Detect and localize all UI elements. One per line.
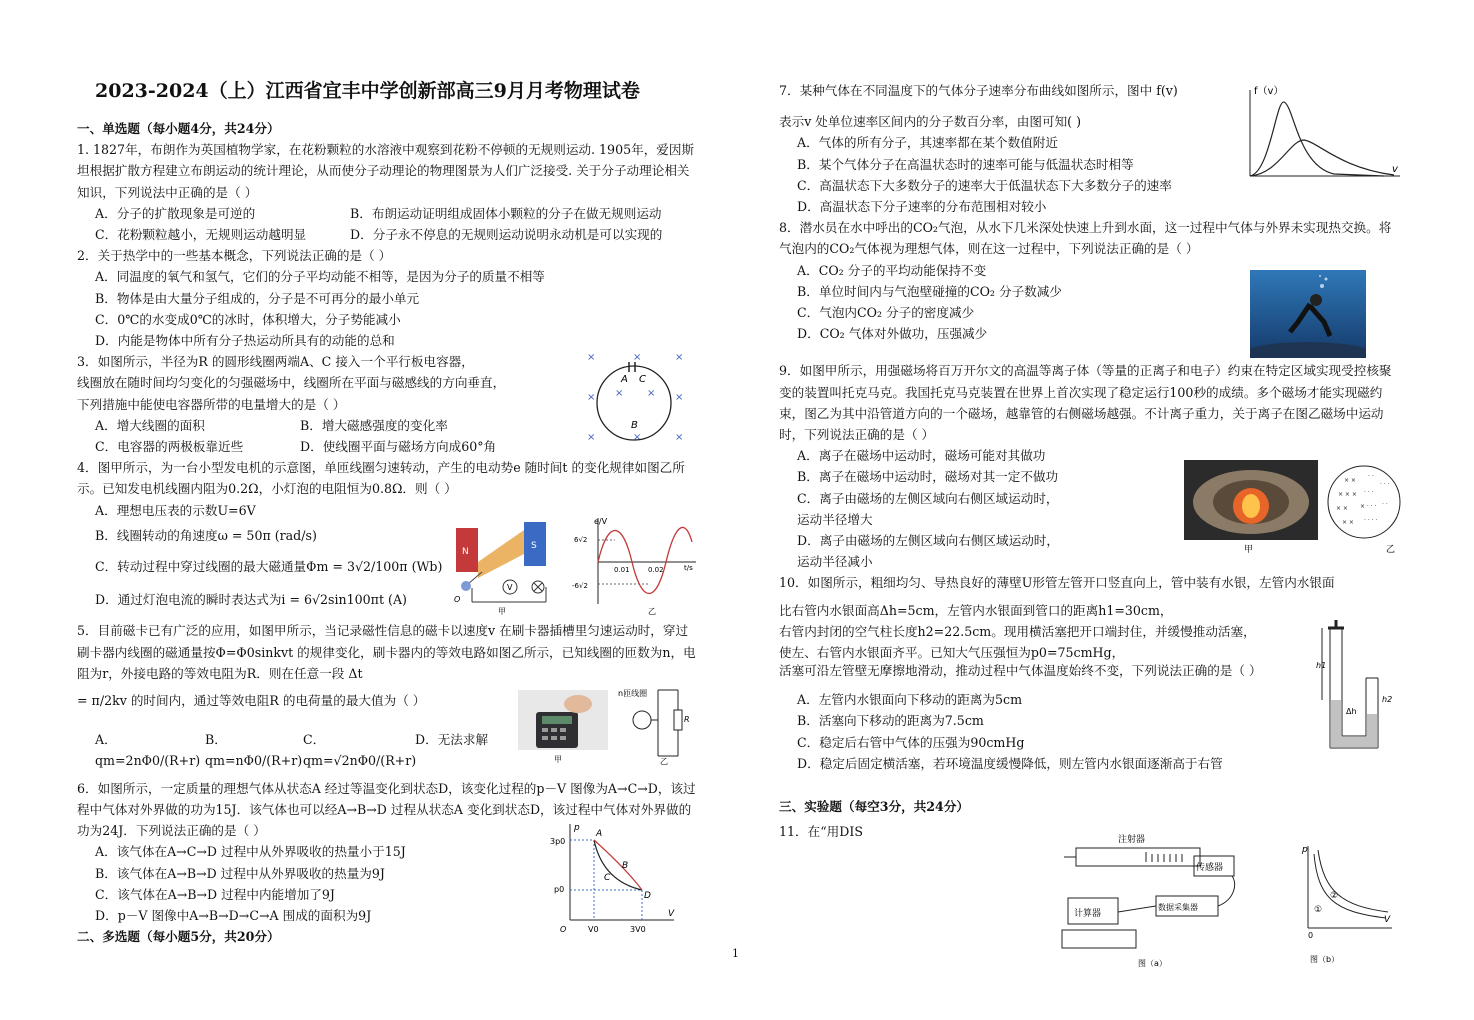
q10-stem-line5: 活塞可沿左管壁无摩擦地滑动，推动过程中气体温度始终不变，下列说法正确的是（ ） [779,663,1262,679]
q4-fig-label-v: V [507,583,513,592]
q11-fig-label-computer: 计算器 [1074,909,1102,919]
q7-figure [1244,80,1404,184]
svg-text:× × ×: × × × [1338,491,1357,498]
svg-text:×: × [587,432,596,443]
q5-figure [518,686,698,770]
q3-fig-label-b: B [631,420,638,431]
q11-fig-label-curve1: ① [1314,905,1323,915]
q11-stem: 11．在“用DIS [779,824,863,840]
svg-text:×: × [587,352,596,363]
q5-fig-label-yi: 乙 [660,757,668,766]
q10-option-d: D．稳定后固定横活塞，若环境温度缓慢降低，则左管内水银面逐渐高于右管 [797,755,1223,771]
svg-text:× · · ·: × · · · [1360,503,1377,510]
svg-text:×: × [647,388,656,399]
q8-stem: 8．潜水员在水中呼出的CO₂气泡，从水下几米深处快速上升到水面，这一过程中气体与外界未实现热交换。将气泡内的CO₂气体视为理想气体，则在这一过程中，下列说法正确的是（ ） [779,220,1392,257]
q6-fig-label-d: D [644,891,651,901]
q6-option-d: D．p－V 图像中A→B→D→C→A 围成的面积为9J [95,907,372,923]
q3-fig-label-c: C [639,374,646,385]
q4-fig-label-ts: t/s [684,564,693,572]
q5-option-d: D．无法求解 [415,732,489,748]
q6-fig-label-o: O [560,925,567,934]
section-multi-heading: 二、多选题（每小题5分，共20分） [77,929,280,945]
q11-fig-label-collector: 数据采集器 [1158,903,1198,912]
q8-option-c: C．气泡内CO₂ 分子的密度减少 [797,305,975,321]
q5-option-b: B．qm=nΦ0/(R+r) [205,732,303,769]
q10-option-b: B．活塞向下移动的距离为7.5cm [797,713,984,729]
q10-option-c: C．稳定后右管中气体的压强为90cmHg [797,734,1025,750]
q9-option-d-line2: 运动半径减小 [797,554,873,570]
svg-text:×: × [675,352,684,363]
q6-fig-label-p0: p0 [554,885,565,894]
q9-option-a: A．离子在磁场中运动时，磁场可能对其做功 [797,448,1046,464]
q3-option-d: D．使线圈平面与磁场方向成60°角 [300,439,497,455]
q7-fig-label-v: v [1392,164,1398,175]
q1-stem: 1. 1827年，布朗作为英国植物学家，在花粉颗粒的水溶液中观察到花粉不停顿的无规则运动. 1905年，爱因斯坦根据扩散方程建立布朗运动的统计理论，从而使分子动理论的物理图景为人们广泛接受. 关于分子动理论相关知识，下列说法中正确的是（ ） [77,142,695,200]
q3-stem-line1: 3．如图所示，半径为R 的圆形线圈两端A、C 接入一个平行板电容器， [77,354,474,370]
q4-fig-label-pos: 6√2 [574,536,588,544]
q2-option-b: B．物体是由大量分子组成的，分子是不可再分的最小单元 [95,290,420,306]
q9-option-b: B．离子在磁场中运动时，磁场对其一定不做功 [797,469,1059,485]
q11-figure-a [1060,830,1250,974]
q7-fig-label-fv: f（v） [1254,86,1284,97]
q1-options-row1 [95,203,699,224]
q11-figure-b [1296,842,1396,970]
q4-option-c: C．转动过程中穿过线圈的最大磁通量Φm = 3√2/100π (Wb) [95,559,443,575]
q4-fig-label-neg: -6√2 [572,582,588,590]
q8-option-a: A．CO₂ 分子的平均动能保持不变 [797,262,987,278]
q6-fig-label-p: p [574,823,580,833]
q3-option-c: C．电容器的两极板靠近些 [95,439,244,455]
q9-option-c-line1: C．离子由磁场的左侧区域向右侧区域运动时， [797,490,1059,506]
svg-text:×: × [675,392,684,403]
q2-option-a: A．同温度的氧气和氢气，它们的分子平均动能不相等，是因为分子的质量不相等 [95,269,545,285]
q4-fig-label-n: N [462,547,469,557]
q11-fig-label-curve2: ② [1330,891,1339,901]
q8-option-b: B．单位时间内与气泡壁碰撞的CO₂ 分子数减少 [797,283,1062,299]
q4-fig-label-jia: 甲 [498,607,506,616]
q3-option-a: A．增大线圈的面积 [95,417,205,433]
q4-fig-label-s: S [531,541,537,551]
svg-text:× ×: × × [1344,477,1356,484]
q2-option-d: D．内能是物体中所有分子热运动所具有的动能的总和 [95,333,395,349]
q3-fig-label-a: A [621,374,628,385]
q7-option-b: B．某个气体分子在高温状态时的速率可能与低温状态时相等 [797,156,1134,172]
q9-fig-label-jia: 甲 [1244,545,1254,554]
q6-fig-label-b: B [622,861,629,871]
q4-fig-label-o: O [454,595,461,604]
svg-text:×: × [675,432,684,443]
q10-stem-line1: 10．如图所示，粗细均匀、导热良好的薄壁U形管左管开口竖直向上，管中装有水银，左管内水银面 [779,575,1335,591]
q5-option-c: C．qm=√2nΦ0/(R+r) [303,732,417,769]
q6-fig-label-3v0: 3V0 [630,925,646,934]
q9-option-d-line1: D．离子由磁场的左侧区域向右侧区域运动时， [797,533,1059,549]
q6-stem: 6．如图所示，一定质量的理想气体从状态A 经过等温变化到状态D，该变化过程的p－V 图像为A→C→D，该过程中气体对外界做的功为15J．该气体也可以经A→B→D 过程从状态A 变化到状态D，该过程中气体对外界做的功为24J．下列说法正确的是（ ） [77,780,696,839]
q9-figure [1184,460,1404,558]
q5-option-a: A．qm=2nΦ0/(R+r) [95,732,201,769]
svg-text:· · ·: · · · [1364,489,1374,496]
svg-text:· · ·: · · · [1380,481,1390,488]
svg-text:· ·: · · [1368,473,1374,480]
svg-text:· ·: · · [1382,501,1388,508]
q11-fig-label-syringe: 注射器 [1118,835,1146,845]
q10-stem-line3: 右管内封闭的空气柱长度h2=22.5cm。现用横活塞把开口端封住，并缓慢推动活塞， [779,623,1256,639]
q1-option-a: A．分子的扩散现象是可逆的 [95,205,256,221]
q6-fig-label-v0: V0 [588,925,599,934]
q11-fig-label-sensor: 传感器 [1196,863,1224,873]
q4-option-a: A．理想电压表的示数U=6V [95,502,256,518]
q7-option-d: D．高温状态下分子速率的分布范围相对较小 [797,199,1047,215]
section-experiment-heading: 三、实验题（每空3分，共24分） [779,799,970,815]
q8-figure [1250,270,1366,362]
q6-option-a: A．该气体在A→C→D 过程中从外界吸收的热量小于15J [95,844,406,860]
q5-stem-part1: 5．目前磁卡已有广泛的应用，如图甲所示，当记录磁性信息的磁卡以速度v 在刷卡器插槽里匀速运动时，穿过刷卡器内线圈的磁通量按Φ=Φ0sinkvt 的规律变化，刷卡器内的等效电路如图乙所示，已知线圈的匝数为n，电阻为r，外接电路的等效电阻为R．则在任意一段 Δt [77,623,696,681]
q10-stem-line4: 使左、右管内水银面齐平。已知大气压强恒为p0=75cmHg， [779,645,1125,661]
svg-text:×: × [633,432,642,443]
q2-option-c: C．0℃的水变成0℃的冰时，体积增大，分子势能减小 [95,311,401,327]
q7-option-a: A．气体的所有分子，其速率都在某个数值附近 [797,135,1058,151]
q11-fig-label-a: 图（a） [1138,959,1167,968]
q5-fig-label-r: R [684,715,690,724]
q4-option-d: D．通过灯泡电流的瞬时表达式为i = 6√2sin100πt (A) [95,592,407,608]
q3-stem-line3: 下列措施中能使电容器所带的电量增大的是（ ） [77,396,346,412]
q1-option-d: D．分子永不停息的无规则运动说明永动机是可以实现的 [350,227,663,243]
svg-text:× ×: × × [1336,505,1348,512]
section-single-heading: 一、单选题（每小题4分，共24分） [77,121,280,136]
svg-text:× ×: × × [1342,519,1354,526]
q4-fig-label-ev: e/V [594,517,608,526]
q7-stem-line2: 表示v 处单位速率区间内的分子数百分率，由图可知( ) [779,114,1082,130]
svg-text:×: × [587,392,596,403]
q7-stem-line1: 7．某种气体在不同温度下的气体分子速率分布曲线如图所示，图中 f(v) [779,83,1178,98]
q4-fig-label-t2: 0.02 [648,566,664,574]
q11-fig-label-b: 图（b） [1310,955,1340,964]
q11-fig-label-zero: 0 [1308,931,1314,940]
q6-option-b: B．该气体在A→B→D 过程中从外界吸收的热量为9J [95,865,385,881]
q3-stem-line2: 线圈放在随时间均匀变化的匀强磁场中，线圈所在平面与磁感线的方向垂直， [77,375,506,391]
q1-options-row2 [95,224,699,245]
q1-option-b: B．布朗运动证明组成固体小颗粒的分子在做无规则运动 [350,205,662,221]
q6-fig-label-a: A [596,829,603,839]
q5-stem-part2: = π/2kv 的时间内，通过等效电阻R 的电荷量的最大值为（ ） [77,693,426,709]
q10-stem-line2: 比右管内水银面高Δh=5cm，左管内水银面到管口的距离h1=30cm， [779,602,1173,618]
q10-fig-label-h1: h1 [1316,661,1327,670]
q8-option-d: D．CO₂ 气体对外做功，压强减少 [797,326,988,342]
q6-figure [550,818,680,942]
q6-fig-label-v: V [668,909,675,919]
q2-stem: 2．关于热学中的一些基本概念，下列说法正确的是（ ） [77,248,392,264]
q3-figure [585,348,695,452]
q3-option-b: B．增大磁感强度的变化率 [300,417,448,433]
page-number: 1 [732,947,739,960]
q4-fig-label-t1: 0.01 [614,566,630,574]
q11-fig-label-p: p [1302,845,1308,855]
q10-fig-label-dh: Δh [1346,707,1357,716]
q6-fig-label-3p0: 3p0 [550,837,566,846]
page-title: 2023-2024（上）江西省宜丰中学创新部高三9月月考物理试卷 [95,80,640,102]
q10-figure [1316,618,1396,762]
q10-option-a: A．左管内水银面向下移动的距离为5cm [797,692,1023,708]
svg-text:· · · ·: · · · · [1364,517,1378,524]
q6-option-c: C．该气体在A→B→D 过程中内能增加了9J [95,886,335,902]
svg-text:×: × [615,388,624,399]
q9-stem: 9．如图甲所示，用强磁场将百万开尔文的高温等离子体（等量的正离子和电子）约束在特定区域实现受控核聚变的装置叫托克马克。我国托克马克装置在世界上首次实现了稳定运行100秒的成绩。多个磁场才能实现磁约束，图乙为其中沿管道方向的一个磁场，越靠管的右侧磁场越强。不计离子重力，关于离子在图乙磁场中运动时，下列说法正确的是（ ） [779,363,1392,443]
q11-fig-label-v: V [1384,915,1391,925]
q4-figure [452,512,702,620]
q4-fig-label-yi: 乙 [648,607,656,616]
q4-stem: 4．图甲所示，为一台小型发电机的示意图，单匝线圈匀速转动，产生的电动势e 随时间t 的变化规律如图乙所示。已知发电机线圈内阻为0.2Ω，小灯泡的电阻恒为0.8Ω．则（ ） [77,460,685,497]
q1-option-c: C．花粉颗粒越小，无规则运动越明显 [95,227,307,243]
q7-option-c: C．高温状态下大多数分子的速率大于低温状态下大多数分子的速率 [797,177,1172,193]
q4-option-b: B．线圈转动的角速度ω = 50π (rad/s) [95,527,317,543]
q10-fig-label-h2: h2 [1382,695,1393,704]
q5-fig-label-coil: n匝线圈 [618,689,648,698]
svg-text:×: × [633,352,642,363]
q9-option-c-line2: 运动半径增大 [797,511,873,527]
q6-fig-label-c: C [604,873,611,883]
q9-fig-label-yi: 乙 [1386,545,1396,554]
q5-fig-label-jia: 甲 [554,755,562,764]
